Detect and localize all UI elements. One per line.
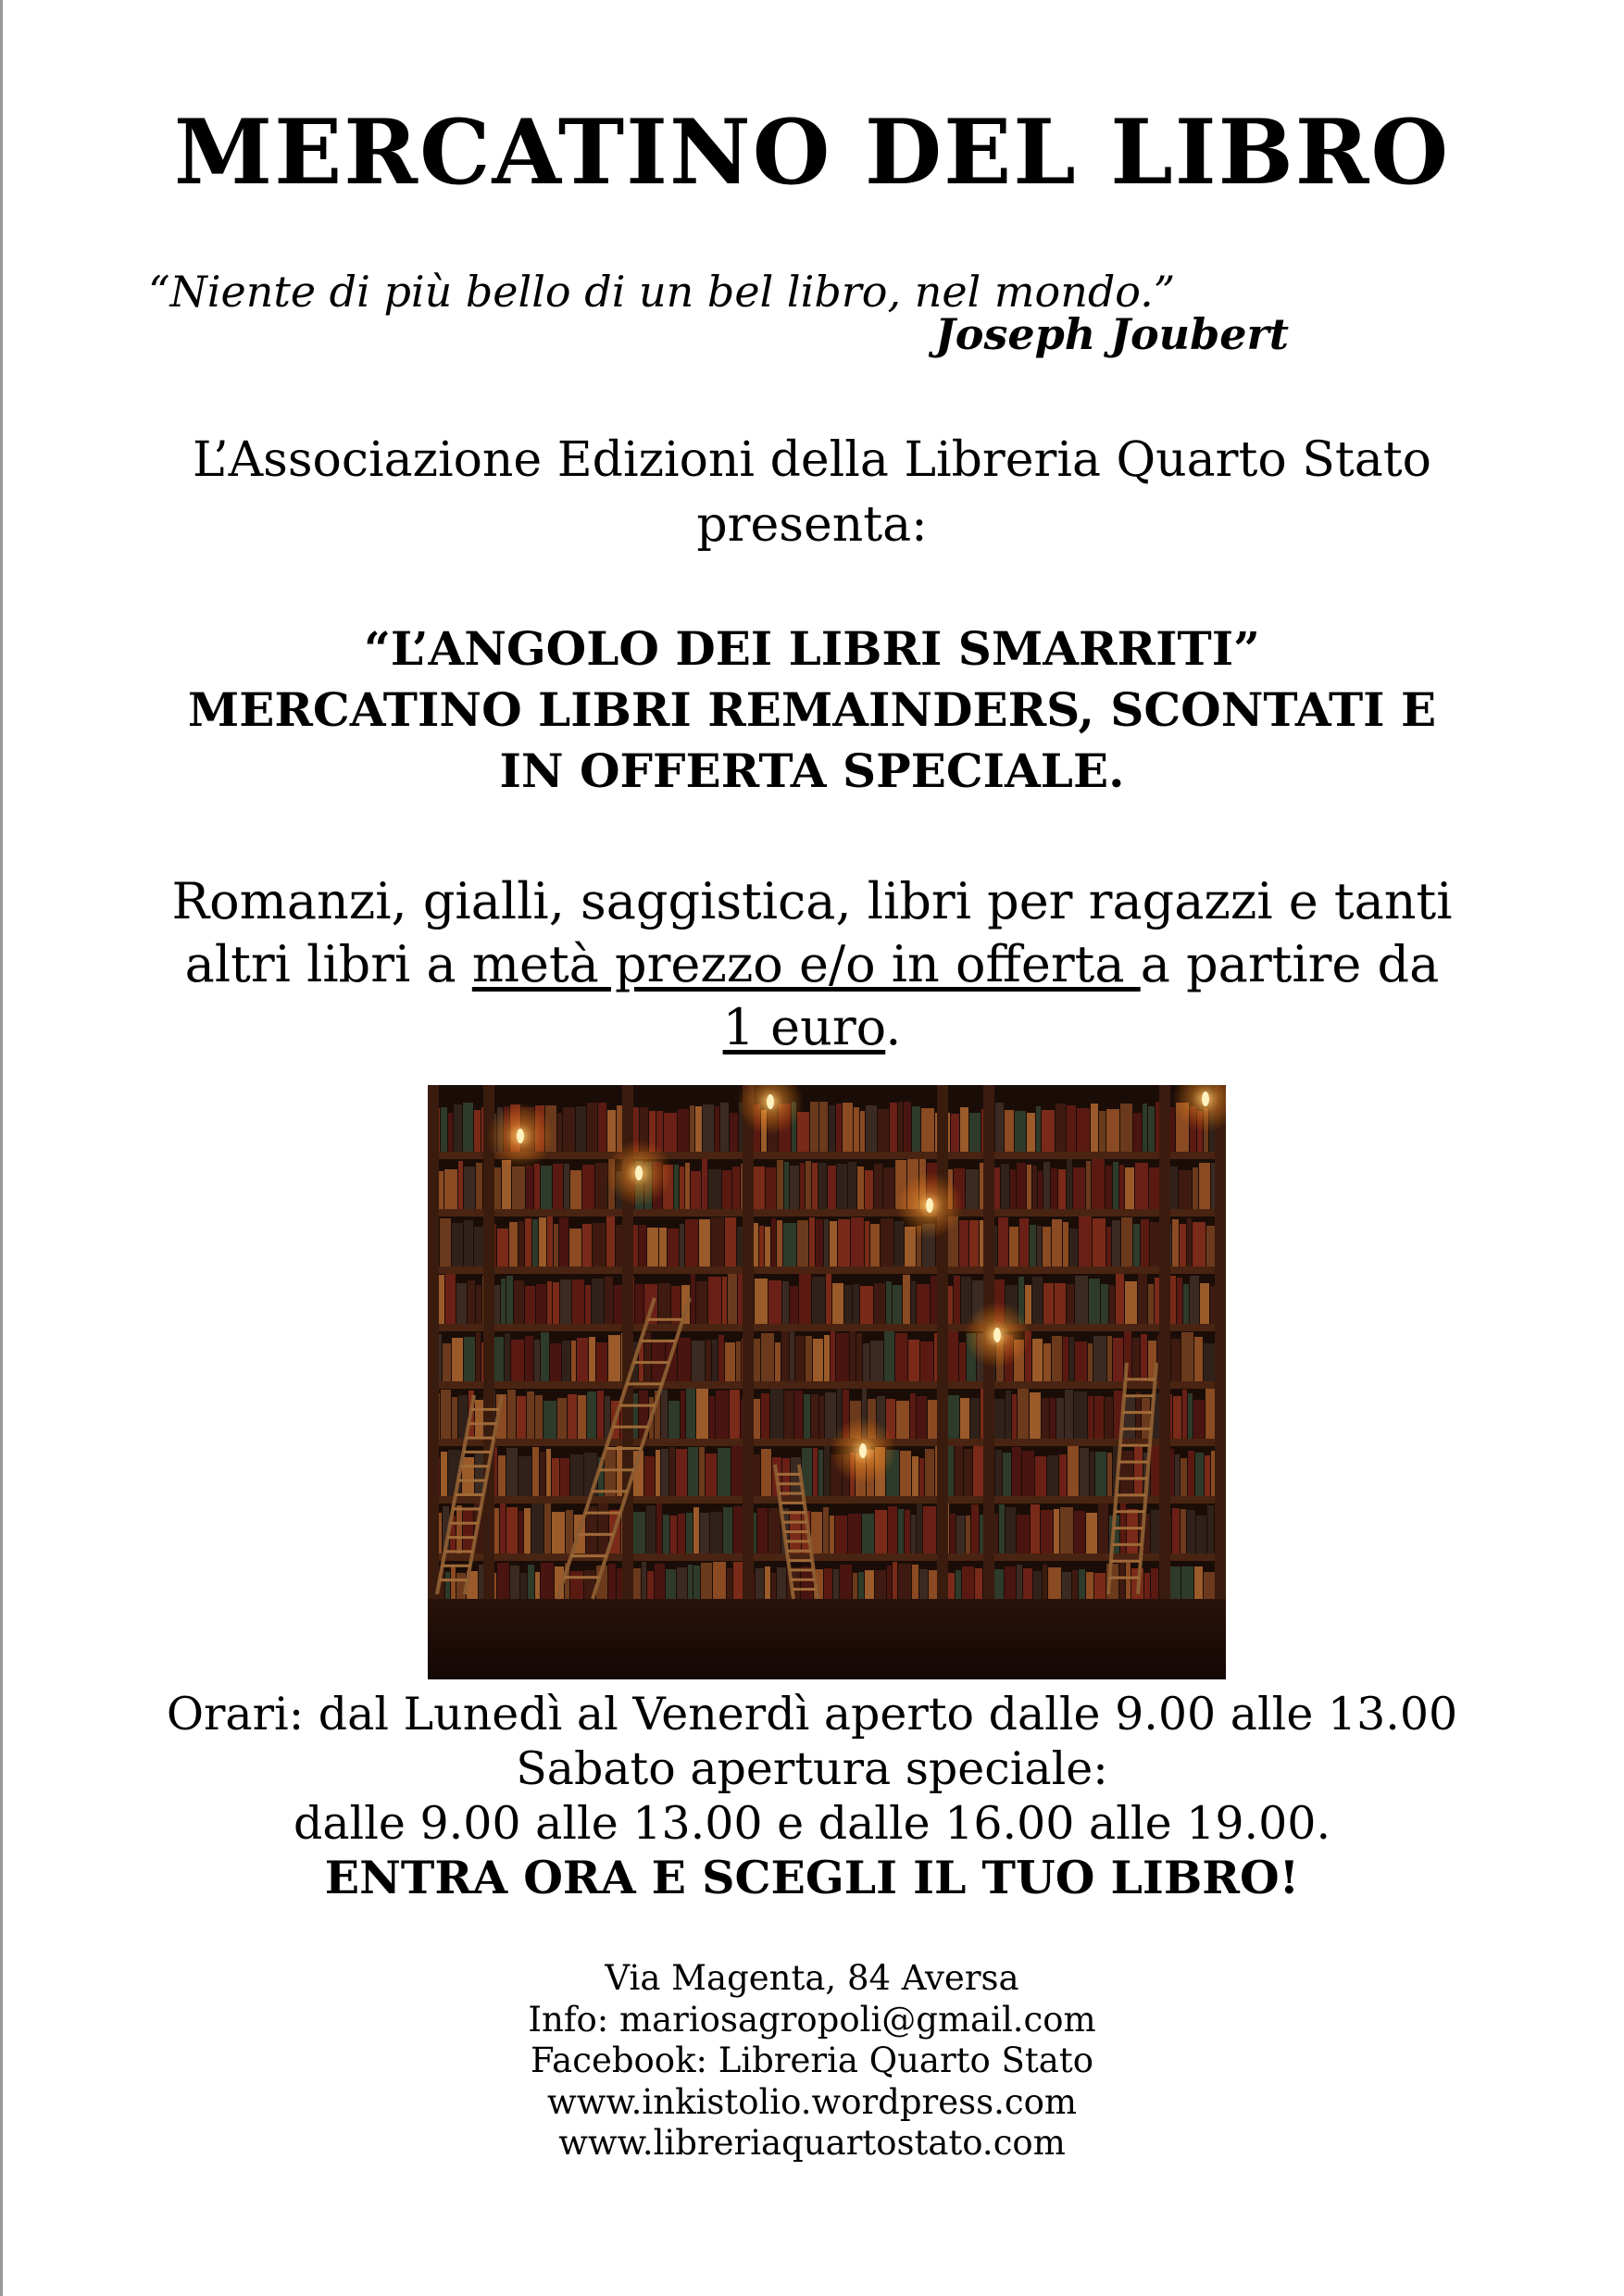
offer-highlight: metà prezzo e/o in offerta — [471, 935, 1141, 993]
quote-text: “Niente di più bello di un bel libro, nel mondo.” — [148, 267, 1176, 317]
website-link: www.libreriaquartostato.com — [558, 2123, 1066, 2163]
presenter-line: presenta: — [696, 497, 928, 553]
facebook-info: Facebook: Libreria Quarto Stato — [531, 2040, 1093, 2080]
email-info: Info: mariosagropoli@gmail.com — [528, 1999, 1096, 2040]
price-highlight: 1 euro — [722, 998, 886, 1056]
saturday-hours: dalle 9.00 alle 13.00 e dalle 16.00 alle 19.00. — [293, 1797, 1331, 1850]
call-to-action: ENTRA ORA E SCEGLI IL TUO LIBRO! — [324, 1851, 1300, 1904]
page-border — [0, 0, 3, 2296]
event-subtitle: MERCATINO LIBRI REMAINDERS, SCONTATI E — [187, 682, 1437, 737]
description-block — [0, 870, 1624, 1059]
weekday-hours: Orari: dal Lunedì al Venerdì aperto dalle 9.00 alle 13.00 — [166, 1688, 1458, 1741]
contact-info — [0, 1958, 1624, 2165]
event-name: “L’ANGOLO DEI LIBRI SMARRITI” — [364, 621, 1260, 676]
description-line: Romanzi, gialli, saggistica, libri per ragazzi e tanti — [171, 872, 1453, 930]
quote-author: Joseph Joubert — [935, 309, 1290, 359]
address: Via Magenta, 84 Aversa — [605, 1958, 1019, 1998]
saturday-label: Sabato apertura speciale: — [516, 1742, 1108, 1795]
description-line: altri libri a metà prezzo e/o in offerta a partire da — [184, 935, 1440, 993]
presenter-block — [0, 428, 1624, 557]
event-title-block — [0, 618, 1624, 802]
page-title: MERCATINO DEL LIBRO — [173, 100, 1451, 205]
description-line: 1 euro. — [722, 998, 902, 1056]
bookshelf-illustration — [428, 1085, 1226, 1679]
event-subtitle: IN OFFERTA SPECIALE. — [499, 743, 1125, 798]
presenter-line: L’Associazione Edizioni della Libreria Quarto Stato — [193, 432, 1431, 488]
website-link: www.inkistolio.wordpress.com — [547, 2081, 1077, 2122]
opening-hours — [0, 1687, 1624, 1905]
